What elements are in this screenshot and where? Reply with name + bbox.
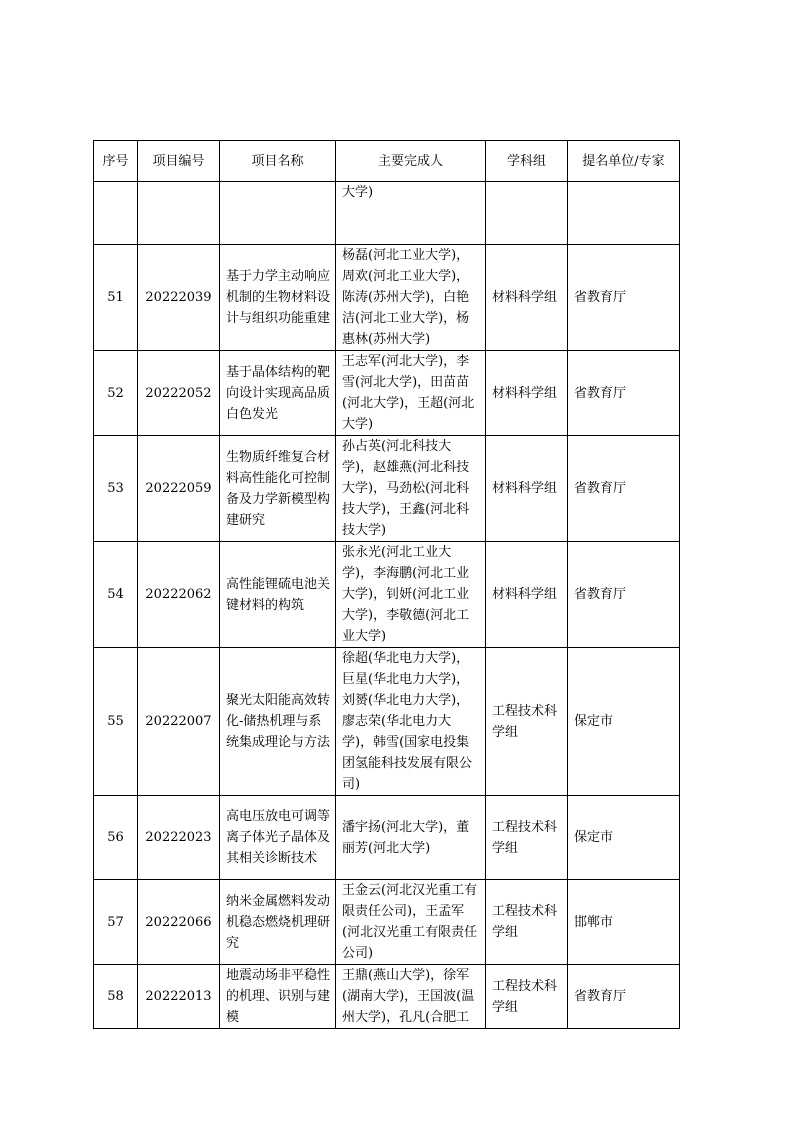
cell-people: 杨磊(河北工业大学)，周欢(河北工业大学)，陈涛(苏州大学)，白艳洁(河北工业大学)，杨惠林(苏州大学) bbox=[336, 245, 486, 351]
cell-group: 材料科学组 bbox=[486, 351, 568, 436]
table-row bbox=[94, 796, 680, 880]
cell-code: 20222052 bbox=[138, 351, 220, 436]
cell-code: 20222013 bbox=[138, 965, 220, 1029]
cell-code: 20222039 bbox=[138, 245, 220, 351]
cell-people: 王志军(河北大学)，李雪(河北大学)，田苗苗(河北大学)，王超(河北大学) bbox=[336, 351, 486, 436]
cell-name bbox=[220, 182, 336, 245]
table-row-continuation bbox=[94, 182, 680, 245]
cell-name: 地震动场非平稳性的机理、识别与建模 bbox=[220, 965, 336, 1029]
cell-group: 工程技术科学组 bbox=[486, 796, 568, 880]
cell-unit bbox=[568, 182, 680, 245]
header-people: 主要完成人 bbox=[336, 141, 486, 182]
cell-no: 56 bbox=[94, 796, 138, 880]
cell-name: 基于力学主动响应机制的生物材料设计与组织功能重建 bbox=[220, 245, 336, 351]
table-row bbox=[94, 880, 680, 965]
cell-name: 高电压放电可调等离子体光子晶体及其相关诊断技术 bbox=[220, 796, 336, 880]
cell-unit: 省教育厅 bbox=[568, 542, 680, 648]
table-row bbox=[94, 245, 680, 351]
table-row bbox=[94, 542, 680, 648]
cell-people: 王金云(河北汉光重工有限责任公司)，王孟军(河北汉光重工有限责任公司) bbox=[336, 880, 486, 965]
cell-name: 基于晶体结构的靶向设计实现高品质白色发光 bbox=[220, 351, 336, 436]
cell-code: 20222062 bbox=[138, 542, 220, 648]
cell-code: 20222007 bbox=[138, 648, 220, 796]
header-unit: 提名单位/专家 bbox=[568, 141, 680, 182]
cell-unit: 省教育厅 bbox=[568, 351, 680, 436]
table-row bbox=[94, 965, 680, 1029]
header-name: 项目名称 bbox=[220, 141, 336, 182]
cell-name: 高性能锂硫电池关键材料的构筑 bbox=[220, 542, 336, 648]
project-table bbox=[93, 140, 680, 1029]
cell-people: 孙占英(河北科技大学)，赵雄燕(河北科技大学)，马劲松(河北科技大学)，王鑫(河北科技大学) bbox=[336, 436, 486, 542]
cell-unit: 省教育厅 bbox=[568, 436, 680, 542]
cell-unit: 保定市 bbox=[568, 796, 680, 880]
cell-unit: 邯郸市 bbox=[568, 880, 680, 965]
table-row bbox=[94, 436, 680, 542]
cell-code: 20222066 bbox=[138, 880, 220, 965]
cell-code: 20222023 bbox=[138, 796, 220, 880]
header-group: 学科组 bbox=[486, 141, 568, 182]
cell-people: 王鼎(燕山大学)，徐军(湖南大学)，王国波(温州大学)，孔凡(合肥工 bbox=[336, 965, 486, 1029]
cell-group: 材料科学组 bbox=[486, 245, 568, 351]
cell-people: 张永光(河北工业大学)，李海鹏(河北工业大学)，钊妍(河北工业大学)，李敬德(河北工业大学) bbox=[336, 542, 486, 648]
table-row bbox=[94, 648, 680, 796]
cell-people: 大学) bbox=[336, 182, 486, 245]
cell-no: 57 bbox=[94, 880, 138, 965]
cell-name: 纳米金属燃料发动机稳态燃烧机理研究 bbox=[220, 880, 336, 965]
header-no: 序号 bbox=[94, 141, 138, 182]
header-code: 项目编号 bbox=[138, 141, 220, 182]
cell-no: 53 bbox=[94, 436, 138, 542]
cell-unit: 保定市 bbox=[568, 648, 680, 796]
cell-group bbox=[486, 182, 568, 245]
cell-no: 54 bbox=[94, 542, 138, 648]
cell-no: 51 bbox=[94, 245, 138, 351]
cell-unit: 省教育厅 bbox=[568, 965, 680, 1029]
cell-no: 58 bbox=[94, 965, 138, 1029]
cell-people: 潘宇扬(河北大学)，董丽芳(河北大学) bbox=[336, 796, 486, 880]
cell-name: 生物质纤维复合材料高性能化可控制备及力学新模型构建研究 bbox=[220, 436, 336, 542]
cell-code: 20222059 bbox=[138, 436, 220, 542]
cell-no bbox=[94, 182, 138, 245]
cell-group: 材料科学组 bbox=[486, 542, 568, 648]
cell-people: 徐超(华北电力大学)，巨星(华北电力大学)，刘赟(华北电力大学)，廖志荣(华北电力大学)，韩雪(国家电投集团氢能科技发展有限公司) bbox=[336, 648, 486, 796]
cell-group: 工程技术科学组 bbox=[486, 648, 568, 796]
cell-code bbox=[138, 182, 220, 245]
cell-no: 55 bbox=[94, 648, 138, 796]
cell-group: 工程技术科学组 bbox=[486, 880, 568, 965]
cell-name: 聚光太阳能高效转化-储热机理与系统集成理论与方法 bbox=[220, 648, 336, 796]
cell-no: 52 bbox=[94, 351, 138, 436]
cell-unit: 省教育厅 bbox=[568, 245, 680, 351]
table-row bbox=[94, 351, 680, 436]
cell-group: 材料科学组 bbox=[486, 436, 568, 542]
table-header-row bbox=[94, 141, 680, 182]
cell-group: 工程技术科学组 bbox=[486, 965, 568, 1029]
